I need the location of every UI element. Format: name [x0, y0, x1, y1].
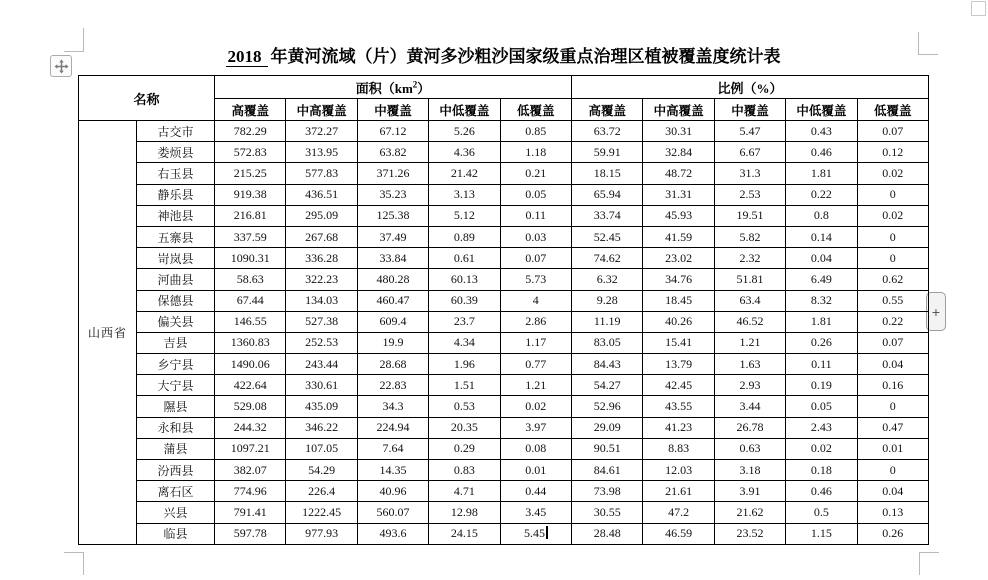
ratio-value-cell[interactable]: 11.19 [572, 311, 643, 332]
ratio-value-cell[interactable]: 0 [857, 396, 928, 417]
area-value-cell[interactable]: 382.07 [215, 460, 286, 481]
area-value-cell[interactable]: 336.28 [286, 248, 357, 269]
county-cell[interactable]: 岢岚县 [137, 248, 215, 269]
area-value-cell[interactable]: 3.45 [500, 502, 571, 523]
ratio-value-cell[interactable]: 0.02 [786, 438, 857, 459]
ratio-value-cell[interactable]: 0.18 [786, 460, 857, 481]
county-cell[interactable]: 离石区 [137, 481, 215, 502]
area-value-cell[interactable]: 0.01 [500, 460, 571, 481]
ratio-value-cell[interactable]: 0.43 [786, 121, 857, 142]
area-value-cell[interactable]: 60.13 [429, 269, 500, 290]
area-value-cell[interactable]: 1090.31 [215, 248, 286, 269]
area-value-cell[interactable]: 0.85 [500, 121, 571, 142]
ratio-value-cell[interactable]: 8.83 [643, 438, 714, 459]
boundary-mark-bottom-right-v [919, 552, 920, 575]
area-value-cell[interactable]: 146.55 [215, 311, 286, 332]
boundary-mark-bottom-left-h [64, 552, 84, 553]
area-value-cell[interactable]: 0.03 [500, 226, 571, 247]
table-row [79, 248, 929, 269]
ratio-value-cell[interactable]: 31.31 [643, 184, 714, 205]
area-value-cell[interactable]: 4 [500, 290, 571, 311]
area-value-cell[interactable]: 774.96 [215, 481, 286, 502]
county-cell[interactable]: 临县 [137, 523, 215, 544]
area-value-cell[interactable]: 4.36 [429, 142, 500, 163]
table-row [79, 417, 929, 438]
area-value-cell[interactable]: 134.03 [286, 290, 357, 311]
header-ratio-group[interactable]: 比例（%） [572, 76, 929, 99]
province-cell[interactable]: 山西省 [79, 121, 137, 545]
ratio-value-cell[interactable]: 63.72 [572, 121, 643, 142]
county-cell[interactable]: 兴县 [137, 502, 215, 523]
area-value-cell[interactable]: 5.73 [500, 269, 571, 290]
ratio-value-cell[interactable]: 0.26 [857, 523, 928, 544]
area-value-cell[interactable]: 125.38 [357, 205, 428, 226]
ratio-value-cell[interactable]: 3.91 [714, 481, 785, 502]
area-value-cell[interactable]: 1360.83 [215, 332, 286, 353]
ratio-value-cell[interactable]: 0 [857, 460, 928, 481]
county-cell[interactable]: 蒲县 [137, 438, 215, 459]
area-value-cell[interactable]: 215.25 [215, 163, 286, 184]
ratio-value-cell[interactable]: 0.02 [857, 163, 928, 184]
ratio-value-cell[interactable]: 1.63 [714, 354, 785, 375]
ratio-value-cell[interactable]: 2.93 [714, 375, 785, 396]
table-row [79, 121, 929, 142]
ratio-value-cell[interactable]: 29.09 [572, 417, 643, 438]
ratio-value-cell[interactable]: 18.15 [572, 163, 643, 184]
area-value-cell[interactable]: 0.83 [429, 460, 500, 481]
text-cursor [546, 526, 548, 539]
area-value-cell[interactable]: 1.96 [429, 354, 500, 375]
header-name[interactable]: 名称 [79, 76, 215, 121]
ratio-value-cell[interactable]: 0.5 [786, 502, 857, 523]
ratio-value-cell[interactable]: 3.18 [714, 460, 785, 481]
area-value-cell[interactable]: 577.83 [286, 163, 357, 184]
area-value-cell[interactable]: 5.12 [429, 205, 500, 226]
area-value-cell[interactable]: 12.98 [429, 502, 500, 523]
ratio-value-cell[interactable]: 41.23 [643, 417, 714, 438]
ratio-value-cell[interactable]: 1.21 [714, 332, 785, 353]
ratio-value-cell[interactable]: 74.62 [572, 248, 643, 269]
area-value-cell[interactable]: 22.83 [357, 375, 428, 396]
ratio-value-cell[interactable]: 21.62 [714, 502, 785, 523]
area-value-cell[interactable]: 3.97 [500, 417, 571, 438]
ratio-value-cell[interactable]: 52.45 [572, 226, 643, 247]
header-area-group[interactable] [215, 76, 572, 99]
area-value-cell[interactable]: 0.29 [429, 438, 500, 459]
boundary-mark-bottom-right-h [919, 552, 939, 553]
area-value-cell[interactable]: 609.4 [357, 311, 428, 332]
area-group-suffix: ） [417, 80, 431, 96]
area-value-cell[interactable]: 0.02 [500, 396, 571, 417]
scroll-corner-box [971, 1, 986, 16]
ratio-value-cell[interactable]: 6.49 [786, 269, 857, 290]
header-ratio-mid-low[interactable]: 中低覆盖 [786, 99, 857, 121]
ratio-value-cell[interactable]: 8.32 [786, 290, 857, 311]
area-value-cell[interactable]: 1222.45 [286, 502, 357, 523]
ratio-value-cell[interactable]: 46.52 [714, 311, 785, 332]
area-value-cell[interactable]: 33.84 [357, 248, 428, 269]
area-value-cell[interactable]: 1.21 [500, 375, 571, 396]
area-value-cell[interactable]: 23.7 [429, 311, 500, 332]
header-area-low[interactable]: 低覆盖 [500, 99, 571, 121]
ratio-value-cell[interactable]: 47.2 [643, 502, 714, 523]
ratio-value-cell[interactable]: 65.94 [572, 184, 643, 205]
county-cell[interactable]: 五寨县 [137, 226, 215, 247]
ratio-value-cell[interactable]: 0.04 [857, 354, 928, 375]
area-value-cell[interactable]: 2.86 [500, 311, 571, 332]
area-value-cell[interactable]: 0.77 [500, 354, 571, 375]
area-value-cell[interactable]: 0.21 [500, 163, 571, 184]
area-value-cell[interactable]: 244.32 [215, 417, 286, 438]
ratio-value-cell[interactable]: 0.13 [857, 502, 928, 523]
ratio-value-cell[interactable]: 0 [857, 184, 928, 205]
ratio-value-cell[interactable]: 34.76 [643, 269, 714, 290]
ratio-value-cell[interactable]: 46.59 [643, 523, 714, 544]
area-value-cell[interactable]: 0.53 [429, 396, 500, 417]
table-row [79, 184, 929, 205]
ratio-value-cell[interactable]: 0.12 [857, 142, 928, 163]
area-value-cell[interactable]: 20.35 [429, 417, 500, 438]
ratio-value-cell[interactable]: 0.07 [857, 332, 928, 353]
table-row [79, 226, 929, 247]
table-row [79, 290, 929, 311]
area-value-cell[interactable]: 24.15 [429, 523, 500, 544]
area-value-cell[interactable]: 1.17 [500, 332, 571, 353]
county-cell[interactable]: 汾西县 [137, 460, 215, 481]
area-value-cell[interactable]: 371.26 [357, 163, 428, 184]
area-value-cell[interactable]: 58.63 [215, 269, 286, 290]
ratio-value-cell[interactable]: 19.51 [714, 205, 785, 226]
ratio-value-cell[interactable]: 0.46 [786, 142, 857, 163]
ratio-value-cell[interactable]: 52.96 [572, 396, 643, 417]
ratio-value-cell[interactable]: 2.43 [786, 417, 857, 438]
ratio-value-cell[interactable]: 1.81 [786, 163, 857, 184]
ratio-value-cell[interactable]: 0.22 [857, 311, 928, 332]
county-cell[interactable]: 永和县 [137, 417, 215, 438]
boundary-mark-bottom-left-v [83, 552, 84, 575]
ratio-value-cell[interactable]: 6.32 [572, 269, 643, 290]
area-value-cell[interactable]: 435.09 [286, 396, 357, 417]
table-row [79, 269, 929, 290]
area-value-cell[interactable]: 493.6 [357, 523, 428, 544]
ratio-value-cell[interactable]: 28.48 [572, 523, 643, 544]
area-value-cell[interactable]: 37.49 [357, 226, 428, 247]
area-value-cell[interactable]: 460.47 [357, 290, 428, 311]
ratio-value-cell[interactable]: 5.47 [714, 121, 785, 142]
ratio-value-cell[interactable]: 0.04 [857, 481, 928, 502]
ratio-value-cell[interactable]: 84.43 [572, 354, 643, 375]
ratio-value-cell[interactable]: 12.03 [643, 460, 714, 481]
ratio-value-cell[interactable]: 90.51 [572, 438, 643, 459]
ratio-value-cell[interactable]: 3.44 [714, 396, 785, 417]
ratio-value-cell[interactable]: 0.47 [857, 417, 928, 438]
ratio-value-cell[interactable]: 0.19 [786, 375, 857, 396]
ratio-value-cell[interactable]: 0 [857, 226, 928, 247]
header-ratio-mid[interactable]: 中覆盖 [714, 99, 785, 121]
ratio-value-cell[interactable]: 63.4 [714, 290, 785, 311]
area-value-cell[interactable]: 527.38 [286, 311, 357, 332]
county-cell[interactable]: 偏关县 [137, 311, 215, 332]
header-ratio-high[interactable]: 高覆盖 [572, 99, 643, 121]
ratio-value-cell[interactable]: 0.46 [786, 481, 857, 502]
ratio-value-cell[interactable]: 0.11 [786, 354, 857, 375]
ratio-value-cell[interactable]: 0.26 [786, 332, 857, 353]
ratio-value-cell[interactable]: 84.61 [572, 460, 643, 481]
ratio-value-cell[interactable]: 13.79 [643, 354, 714, 375]
ratio-value-cell[interactable]: 9.28 [572, 290, 643, 311]
ratio-value-cell[interactable]: 26.78 [714, 417, 785, 438]
ratio-value-cell[interactable]: 23.02 [643, 248, 714, 269]
county-cell[interactable]: 河曲县 [137, 269, 215, 290]
area-value-cell[interactable]: 560.07 [357, 502, 428, 523]
area-value-cell[interactable]: 1490.06 [215, 354, 286, 375]
header-area-high[interactable]: 高覆盖 [215, 99, 286, 121]
area-value-cell[interactable]: 346.22 [286, 417, 357, 438]
table-row [79, 163, 929, 184]
area-value-cell[interactable]: 0.05 [500, 184, 571, 205]
area-value-cell[interactable]: 0.89 [429, 226, 500, 247]
ratio-value-cell[interactable]: 0.16 [857, 375, 928, 396]
area-value-cell[interactable]: 436.51 [286, 184, 357, 205]
area-value-cell[interactable]: 572.83 [215, 142, 286, 163]
ratio-value-cell[interactable]: 1.15 [786, 523, 857, 544]
table-row [79, 460, 929, 481]
header-area-mid-low[interactable]: 中低覆盖 [429, 99, 500, 121]
ratio-value-cell[interactable]: 21.61 [643, 481, 714, 502]
ratio-value-cell[interactable]: 41.59 [643, 226, 714, 247]
area-value-cell[interactable]: 480.28 [357, 269, 428, 290]
ratio-value-cell[interactable]: 5.82 [714, 226, 785, 247]
area-value-cell[interactable]: 977.93 [286, 523, 357, 544]
table-row [79, 523, 929, 544]
area-value-cell[interactable]: 60.39 [429, 290, 500, 311]
ratio-value-cell[interactable]: 32.84 [643, 142, 714, 163]
title-text: 年黄河流域（片）黄河多沙粗沙国家级重点治理区植被覆盖度统计表 [270, 47, 781, 66]
area-value-cell[interactable]: 337.59 [215, 226, 286, 247]
county-cell[interactable]: 神池县 [137, 205, 215, 226]
area-value-cell[interactable]: 67.44 [215, 290, 286, 311]
ratio-value-cell[interactable]: 0.04 [786, 248, 857, 269]
plus-icon: + [931, 303, 941, 320]
ratio-value-cell[interactable]: 0.55 [857, 290, 928, 311]
ratio-value-cell[interactable]: 0.01 [857, 438, 928, 459]
county-cell[interactable]: 右玉县 [137, 163, 215, 184]
area-value-cell[interactable]: 3.13 [429, 184, 500, 205]
ratio-value-cell[interactable]: 0.63 [714, 438, 785, 459]
area-value-cell[interactable]: 267.68 [286, 226, 357, 247]
header-row-groups [79, 76, 929, 99]
area-value-cell[interactable]: 19.9 [357, 332, 428, 353]
ratio-value-cell[interactable]: 0.14 [786, 226, 857, 247]
ratio-value-cell[interactable]: 15.41 [643, 332, 714, 353]
area-value-cell[interactable]: 54.29 [286, 460, 357, 481]
ratio-value-cell[interactable]: 0.02 [857, 205, 928, 226]
area-value-cell[interactable]: 216.81 [215, 205, 286, 226]
table-row [79, 332, 929, 353]
ratio-value-cell[interactable]: 0.62 [857, 269, 928, 290]
county-cell[interactable]: 娄烦县 [137, 142, 215, 163]
ratio-value-cell[interactable]: 42.45 [643, 375, 714, 396]
ratio-value-cell[interactable]: 51.81 [714, 269, 785, 290]
header-area-mid[interactable]: 中覆盖 [357, 99, 428, 121]
ratio-value-cell[interactable]: 6.67 [714, 142, 785, 163]
area-value-cell[interactable]: 1.51 [429, 375, 500, 396]
county-cell[interactable]: 静乐县 [137, 184, 215, 205]
area-value-cell[interactable]: 21.42 [429, 163, 500, 184]
table-row [79, 396, 929, 417]
ratio-value-cell[interactable]: 45.93 [643, 205, 714, 226]
statistics-table [78, 75, 929, 545]
area-value-cell[interactable]: 28.68 [357, 354, 428, 375]
ratio-value-cell[interactable]: 0.07 [857, 121, 928, 142]
ratio-value-cell[interactable]: 0.05 [786, 396, 857, 417]
area-value-cell[interactable]: 4.34 [429, 332, 500, 353]
table-row [79, 502, 929, 523]
ratio-value-cell[interactable]: 30.31 [643, 121, 714, 142]
area-value-cell[interactable]: 5.26 [429, 121, 500, 142]
ratio-value-cell[interactable]: 0.8 [786, 205, 857, 226]
area-value-cell[interactable]: 782.29 [215, 121, 286, 142]
area-value-cell[interactable]: 7.64 [357, 438, 428, 459]
area-group-label: 面积（km [355, 80, 413, 96]
area-value-cell[interactable]: 1097.21 [215, 438, 286, 459]
ratio-value-cell[interactable]: 0 [857, 248, 928, 269]
area-value-cell[interactable]: 252.53 [286, 332, 357, 353]
ratio-value-cell[interactable]: 54.27 [572, 375, 643, 396]
table-row [79, 311, 929, 332]
county-cell[interactable]: 保德县 [137, 290, 215, 311]
area-value-cell[interactable]: 4.71 [429, 481, 500, 502]
area-value-cell[interactable]: 0.61 [429, 248, 500, 269]
area-value-cell[interactable]: 63.82 [357, 142, 428, 163]
ratio-value-cell[interactable]: 33.74 [572, 205, 643, 226]
ratio-value-cell[interactable]: 48.72 [643, 163, 714, 184]
ratio-value-cell[interactable]: 43.55 [643, 396, 714, 417]
area-value-cell[interactable]: 330.61 [286, 375, 357, 396]
area-value-cell[interactable]: 224.94 [357, 417, 428, 438]
county-cell[interactable]: 大宁县 [137, 375, 215, 396]
area-value-cell[interactable]: 313.95 [286, 142, 357, 163]
ratio-value-cell[interactable]: 59.91 [572, 142, 643, 163]
area-value-cell[interactable]: 1.18 [500, 142, 571, 163]
county-cell[interactable]: 吉县 [137, 332, 215, 353]
ratio-value-cell[interactable]: 0.22 [786, 184, 857, 205]
table-move-handle[interactable] [50, 55, 72, 77]
table-row [79, 205, 929, 226]
area-value-cell[interactable]: 0.08 [500, 438, 571, 459]
area-value-cell[interactable]: 0.11 [500, 205, 571, 226]
title-year: 2018 [226, 47, 268, 67]
area-value-cell[interactable]: 226.4 [286, 481, 357, 502]
header-ratio-mid-high[interactable]: 中高覆盖 [643, 99, 714, 121]
ratio-value-cell[interactable]: 31.3 [714, 163, 785, 184]
table-row [79, 481, 929, 502]
area-value-cell[interactable]: 919.38 [215, 184, 286, 205]
area-value-cell[interactable]: 67.12 [357, 121, 428, 142]
ratio-value-cell[interactable]: 1.81 [786, 311, 857, 332]
area-value-cell[interactable]: 372.27 [286, 121, 357, 142]
table-row [79, 354, 929, 375]
ratio-value-cell[interactable]: 83.05 [572, 332, 643, 353]
area-value-cell[interactable]: 322.23 [286, 269, 357, 290]
ratio-value-cell[interactable]: 18.45 [643, 290, 714, 311]
add-row-button[interactable] [926, 292, 946, 331]
area-value-cell[interactable]: 295.09 [286, 205, 357, 226]
ratio-value-cell[interactable]: 2.32 [714, 248, 785, 269]
area-value-cell[interactable]: 243.44 [286, 354, 357, 375]
page-title [78, 45, 928, 69]
area-value-cell[interactable]: 597.78 [215, 523, 286, 544]
table-row [79, 375, 929, 396]
county-cell[interactable]: 乡宁县 [137, 354, 215, 375]
table-row [79, 142, 929, 163]
county-cell[interactable]: 隰县 [137, 396, 215, 417]
area-value-cell[interactable]: 14.35 [357, 460, 428, 481]
area-value-cell[interactable]: 34.3 [357, 396, 428, 417]
ratio-value-cell[interactable]: 23.52 [714, 523, 785, 544]
area-value-cell[interactable]: 791.41 [215, 502, 286, 523]
ratio-value-cell[interactable]: 73.98 [572, 481, 643, 502]
header-area-mid-high[interactable]: 中高覆盖 [286, 99, 357, 121]
area-value-cell[interactable]: 40.96 [357, 481, 428, 502]
area-value-cell[interactable]: 529.08 [215, 396, 286, 417]
area-value-cell[interactable]: 0.07 [500, 248, 571, 269]
ratio-value-cell[interactable]: 2.53 [714, 184, 785, 205]
area-group-sup: 2 [412, 79, 418, 90]
area-value-cell[interactable]: 35.23 [357, 184, 428, 205]
area-value-cell[interactable]: 107.05 [286, 438, 357, 459]
area-value-cell[interactable]: 5.45 [500, 523, 571, 544]
area-value-cell[interactable]: 422.64 [215, 375, 286, 396]
area-value-cell[interactable]: 0.44 [500, 481, 571, 502]
table-row [79, 438, 929, 459]
ratio-value-cell[interactable]: 40.26 [643, 311, 714, 332]
header-ratio-low[interactable]: 低覆盖 [857, 99, 928, 121]
move-icon [54, 59, 69, 74]
county-cell[interactable]: 古交市 [137, 121, 215, 142]
ratio-value-cell[interactable]: 30.55 [572, 502, 643, 523]
